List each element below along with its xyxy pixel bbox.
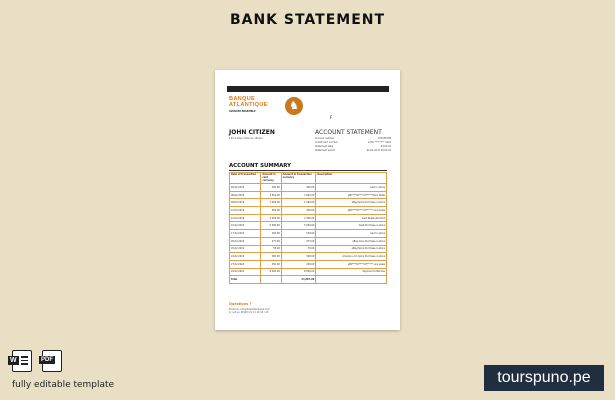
cell-description: Payment to Bendas: [316, 268, 387, 276]
cell-date: 29.02.2022: [230, 268, 261, 276]
cell-description: Amazon.com Spice Purchase in-store: [316, 253, 387, 261]
cell-date: 10.02.2022: [230, 207, 261, 215]
cell-card-amount: 2 200.00: [261, 214, 281, 222]
cell-txn-amount: 3 561.00: [281, 191, 316, 199]
table-row: [230, 268, 387, 276]
contact-info: Email us: info@bankatlantique.com or call us: 00(00) 21 11 16 19 / 20: [229, 308, 270, 315]
word-file-icon: W: [12, 350, 32, 372]
cell-card-amount: 250.00: [261, 260, 281, 268]
table-row: [230, 214, 387, 222]
cell-description: Cash Purchase in-store: [316, 222, 387, 230]
cell-description: Cash in store: [316, 184, 387, 192]
cell-txn-amount: 300.00: [281, 184, 316, 192]
total-label: Total: [230, 276, 261, 284]
table-row: [230, 191, 387, 199]
account-detail-label: Account number: [315, 137, 334, 140]
cell-date: 08.02.2022: [230, 199, 261, 207]
holder-address: 123 A Rue, Cotonou, Benin: [229, 137, 263, 140]
table-row: [230, 253, 387, 261]
cell-txn-amount: 1 000.00: [281, 199, 316, 207]
cell-description: Card in store: [316, 230, 387, 238]
cell-description: eBay/Spice Purchase in-store: [316, 245, 387, 253]
cell-txn-amount: 150.00: [281, 230, 316, 238]
table-header-row: [230, 173, 387, 184]
cell-description: eBay Loan Purchase in-store: [316, 237, 387, 245]
cell-date: 02.02.2022: [230, 184, 261, 192]
account-detail-label: Credit Card number: [315, 141, 338, 144]
table-row: [230, 260, 387, 268]
column-header: Amount in transaction currency: [281, 173, 316, 184]
cell-description: JAB****ID****CIT*****Sans Hotel: [316, 191, 387, 199]
cell-card-amount: 477.00: [261, 237, 281, 245]
account-detail-label: Statement period: [315, 149, 336, 152]
account-details: [315, 137, 391, 153]
pdf-file-icon: PDF: [42, 350, 62, 372]
cell-date: 20.02.2022: [230, 237, 261, 245]
cell-txn-amount: 300.00: [281, 253, 316, 261]
table-row: [230, 184, 387, 192]
cell-card-amount: 8 000.00: [261, 268, 281, 276]
small-mark: F: [330, 115, 333, 120]
table-row: [230, 207, 387, 215]
format-icons: [12, 350, 62, 372]
account-summary-title: ACCOUNT SUMMARY: [229, 163, 292, 169]
bank-tagline: AVANCER ENSEMBLE: [229, 110, 256, 113]
cell-card-amount: 300.00: [261, 184, 281, 192]
account-detail-label: Statement date: [315, 145, 333, 148]
cell-date: 20.02.2022: [230, 245, 261, 253]
cell-txn-amount: 250.00: [281, 260, 316, 268]
cell-card-amount: 300.00: [261, 207, 281, 215]
cell-card-amount: 1 000.00: [261, 199, 281, 207]
cell-txn-amount: 300.00: [281, 207, 316, 215]
cell-description: Card Replenishment: [316, 214, 387, 222]
header-bar: [227, 86, 389, 92]
table-row: [230, 245, 387, 253]
account-detail-value: 1234 **** **** 4321: [367, 141, 391, 144]
horse-logo-icon: ♞: [285, 97, 303, 115]
bank-logo: [229, 97, 319, 117]
questions-label: Questions ?: [229, 302, 252, 306]
cell-date: 27.02.2022: [230, 260, 261, 268]
cell-card-amount: 150.00: [261, 230, 281, 238]
cell-date: 15.02.2022: [230, 222, 261, 230]
account-detail-value: 123456789: [377, 137, 391, 140]
account-detail-row: [315, 149, 391, 153]
cell-txn-amount: 5 000.00: [281, 222, 316, 230]
column-header: Amount in card currency: [261, 173, 281, 184]
page-title: BANK STATEMENT: [229, 12, 386, 28]
table-row: [230, 199, 387, 207]
table-row: [230, 222, 387, 230]
table-row: [230, 230, 387, 238]
account-detail-value: 29.02.22: [380, 145, 391, 148]
cell-card-amount: 3 561.00: [261, 191, 281, 199]
cell-txn-amount: 477.00: [281, 237, 316, 245]
cell-date: 24.02.2022: [230, 253, 261, 261]
holder-name: JOHN CITIZEN: [229, 129, 275, 136]
cell-txn-amount: 8 000.00: [281, 268, 316, 276]
total-value: 24,087.00: [281, 276, 316, 284]
brand-watermark: tourspuno.pe: [484, 365, 604, 391]
column-header: Date of transaction: [230, 173, 261, 184]
cell-description: JAB****ID****CIT***** Line sales: [316, 207, 387, 215]
cell-description: eBay/Spice Purchase in-store: [316, 199, 387, 207]
cell-txn-amount: 2 200.00: [281, 214, 316, 222]
cell-card-amount: 53.00: [261, 245, 281, 253]
cell-date: 08.02.2022: [230, 191, 261, 199]
bank-name: BANQUE ATLANTIQUE: [229, 96, 268, 108]
cell-date: 17.02.2022: [230, 230, 261, 238]
account-statement-title: ACCOUNT STATEMENT: [315, 129, 382, 136]
statement-document: [215, 70, 400, 330]
column-header: Description: [316, 173, 387, 184]
table-row: [230, 237, 387, 245]
cell-description: JAB****ID****CIT***** Line sales: [316, 260, 387, 268]
total-row: [230, 276, 387, 284]
transactions-table: [229, 172, 387, 284]
cell-card-amount: 5 000.00: [261, 222, 281, 230]
cell-date: 10.02.2022: [230, 214, 261, 222]
cell-card-amount: 300.00: [261, 253, 281, 261]
divider: [229, 170, 387, 171]
account-detail-value: 02.02.22 to 29.02.22: [366, 149, 391, 152]
template-caption: fully editable template: [12, 380, 115, 390]
cell-txn-amount: 53.00: [281, 245, 316, 253]
